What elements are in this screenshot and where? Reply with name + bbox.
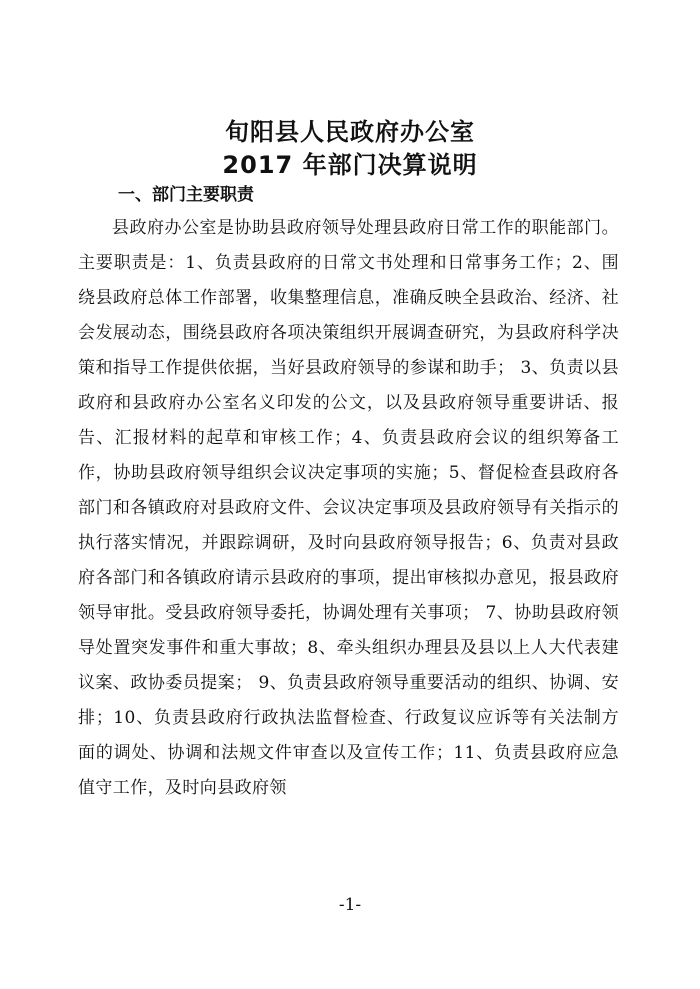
- document-title-line1: 旬阳县人民政府办公室: [225, 118, 475, 146]
- section-heading: 一、部门主要职责: [118, 185, 254, 205]
- body-paragraph: 县政府办公室是协助县政府领导处理县政府日常工作的职能部门。主要职责是：1、负责县政府的日常文书处理和日常事务工作；2、围绕县政府总体工作部署，收集整理信息，准确反映全县政治、经济、社会发展动态，围绕县政府各项决策组织开展调查研究，为县政府科学决策和指导工作提供依据，当好县政府领导的参谋和助手； 3、负责以县政府和县政府办公室名义印发的公文，以及县政府领导重要讲话、报告、汇报材料的起草和审核工作；4、负责县政府会议的组织筹备工作，协助县政府领导组织会议决定事项的实施；5、督促检查县政府各部门和各镇政府对县政府文件、会议决定事项及县政府领导有关指示的执行落实情况，并跟踪调研，及时向县政府领导报告；6、负责对县政府各部门和各镇政府请示县政府的事项，提出审核拟办意见，报县政府领导审批。受县政府领导委托，协调处理有关事项； 7、协助县政府领导处置突发事件和重大事故；8、牵头组织办理县及县以上人大代表建议案、政协委员提案； 9、负责县政府领导重要活动的组织、协调、安排；10、负责县政府行政执法监督检查、行政复议应诉等有关法制方面的调处、协调和法规文件审查以及宣传工作；11、负责县政府应急值守工作，及时向县政府领: [78, 218, 619, 798]
- document-title-line2: 2017 年部门决算说明: [222, 151, 478, 179]
- page-number: -1-: [338, 895, 362, 915]
